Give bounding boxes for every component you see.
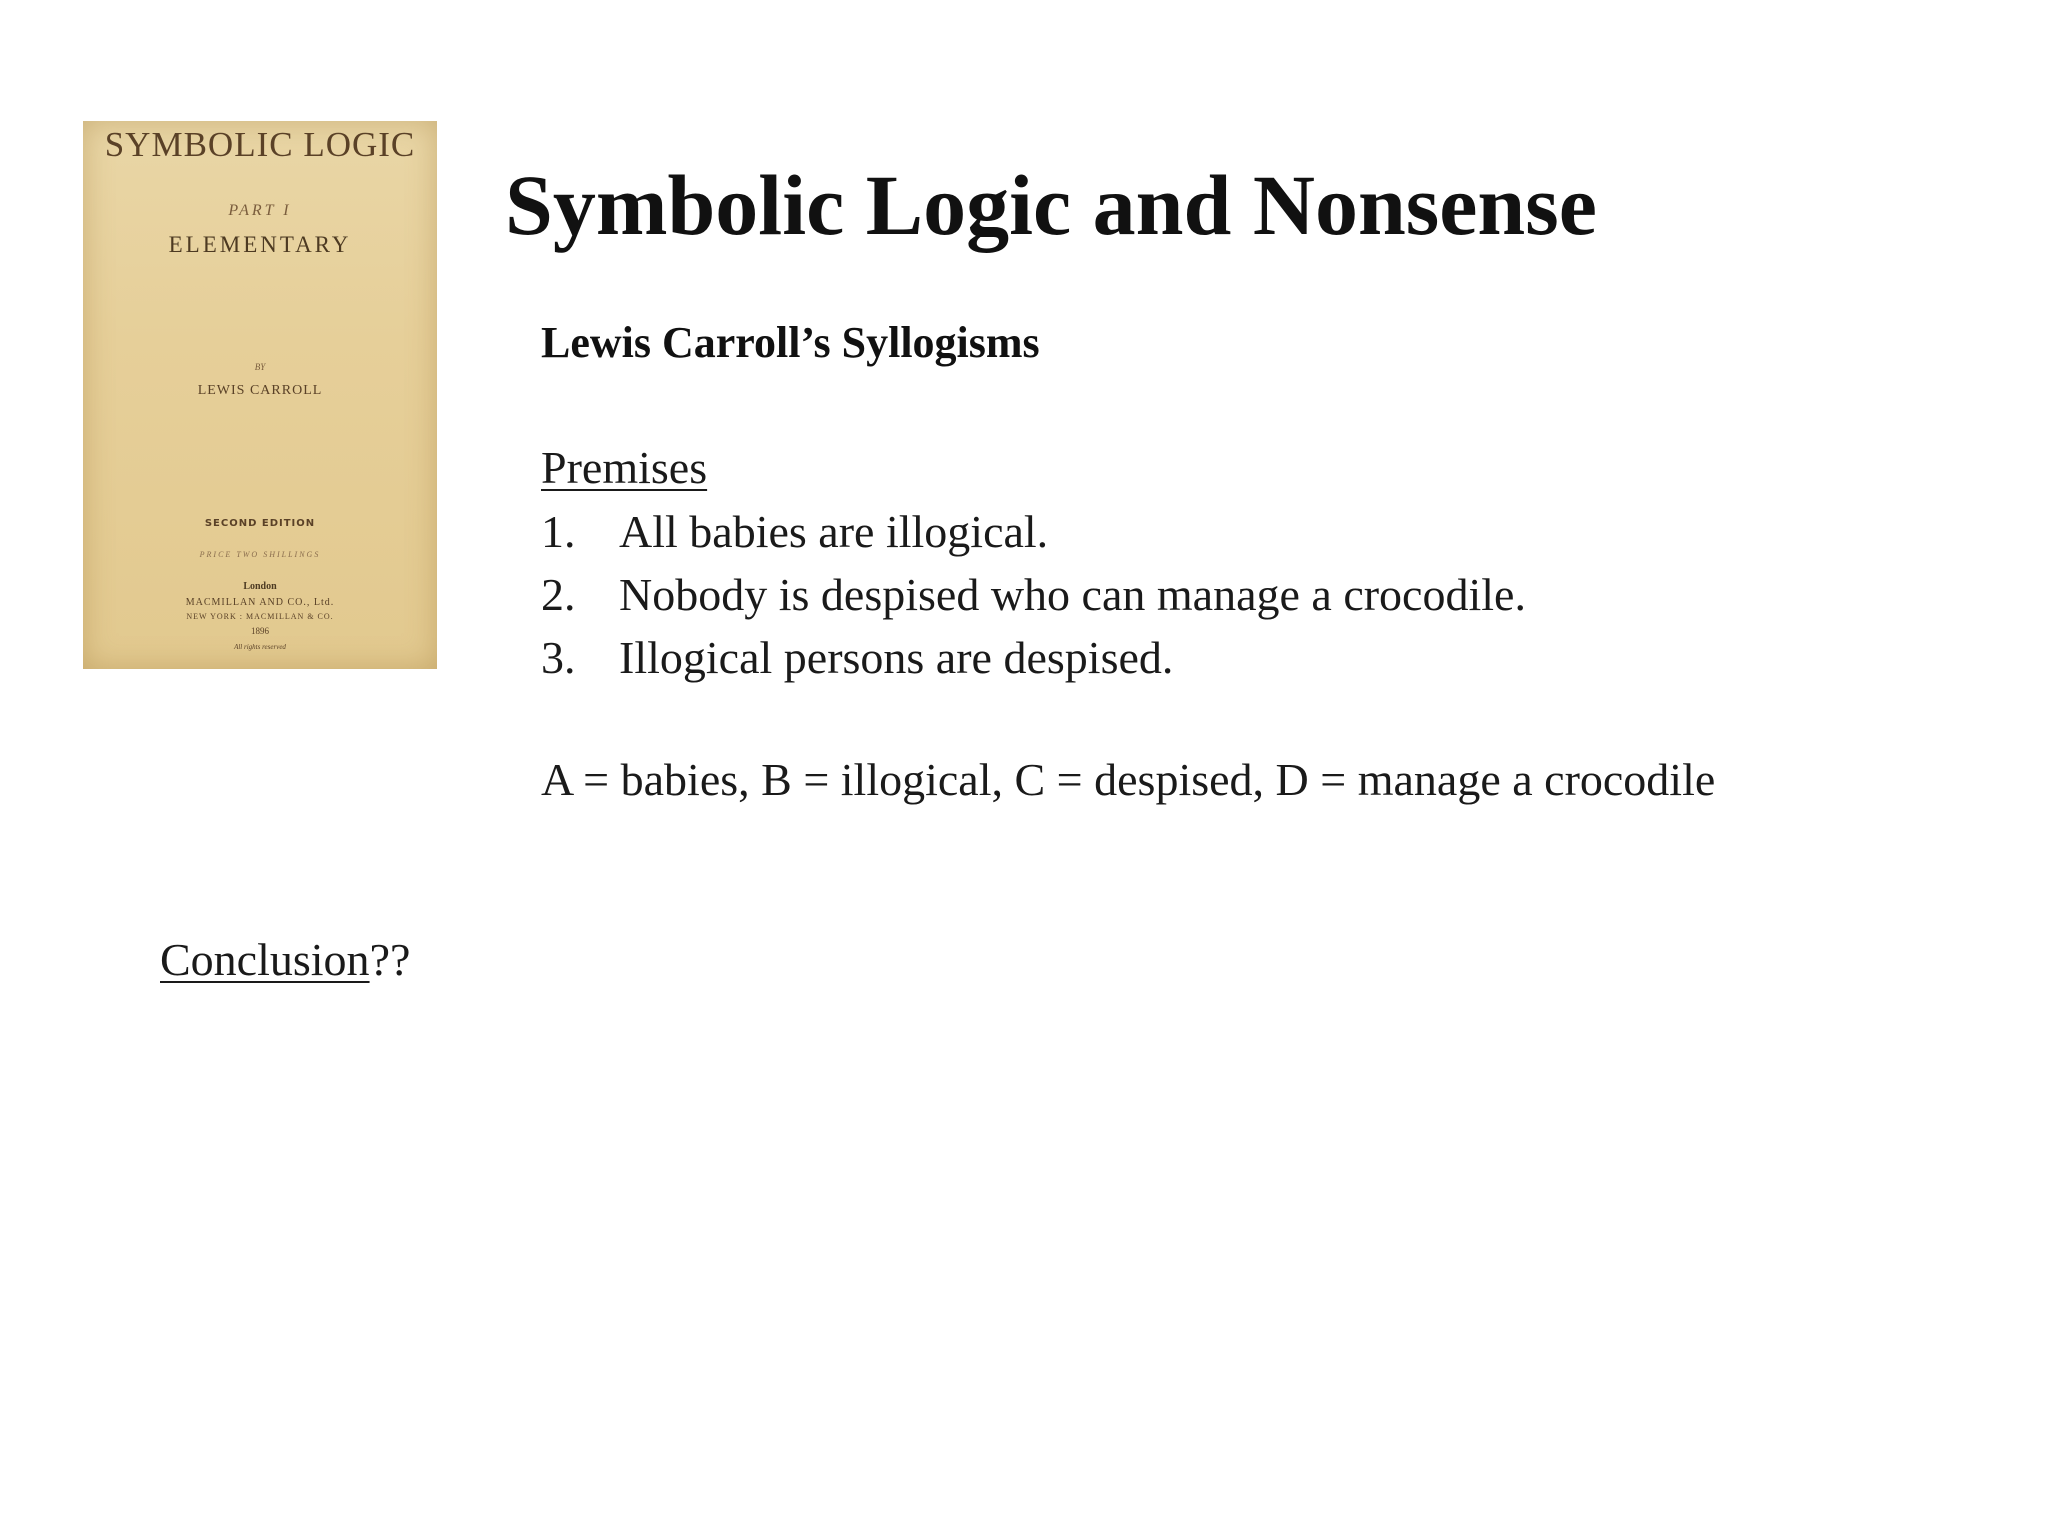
premise-text: Nobody is despised who can manage a crocodile. xyxy=(619,569,1526,620)
premise-item xyxy=(541,502,1526,565)
cover-part: PART I xyxy=(228,202,292,219)
cover-publisher: MACMILLAN AND CO., Ltd. xyxy=(185,597,335,608)
premise-text: All babies are illogical. xyxy=(619,506,1049,557)
conclusion-suffix: ?? xyxy=(369,934,411,985)
cover-year: 1896 xyxy=(251,626,269,636)
book-cover-image xyxy=(83,121,437,669)
cover-by: BY xyxy=(254,362,266,372)
premise-text: Illogical persons are despised. xyxy=(619,632,1174,683)
cover-title: SYMBOLIC LOGIC xyxy=(104,125,416,164)
premise-number: 1. xyxy=(541,506,576,557)
cover-subtitle: ELEMENTARY xyxy=(168,232,352,257)
cover-publisher-ny: NEW YORK : MACMILLAN & CO. xyxy=(186,612,334,621)
cover-edition: SECOND EDITION xyxy=(204,518,316,529)
premise-item xyxy=(541,565,1526,628)
conclusion-label: Conclusion xyxy=(160,934,370,985)
cover-author: LEWIS CARROLL xyxy=(197,383,323,398)
conclusion-prompt xyxy=(160,930,410,990)
slide-subtitle: Lewis Carroll’s Syllogisms xyxy=(541,318,1040,367)
premise-number: 2. xyxy=(541,569,576,620)
variable-definitions: A = babies, B = illogical, C = despised, D = manage a crocodile xyxy=(541,754,1716,805)
premises-heading: Premises xyxy=(541,442,708,493)
slide-title: Symbolic Logic and Nonsense xyxy=(505,157,1597,253)
premise-list xyxy=(541,502,1526,691)
premise-item xyxy=(541,628,1526,691)
cover-price: PRICE TWO SHILLINGS xyxy=(199,550,321,559)
premise-number: 3. xyxy=(541,632,576,683)
cover-rights: All rights reserved xyxy=(234,643,286,651)
cover-city: London xyxy=(243,581,277,592)
